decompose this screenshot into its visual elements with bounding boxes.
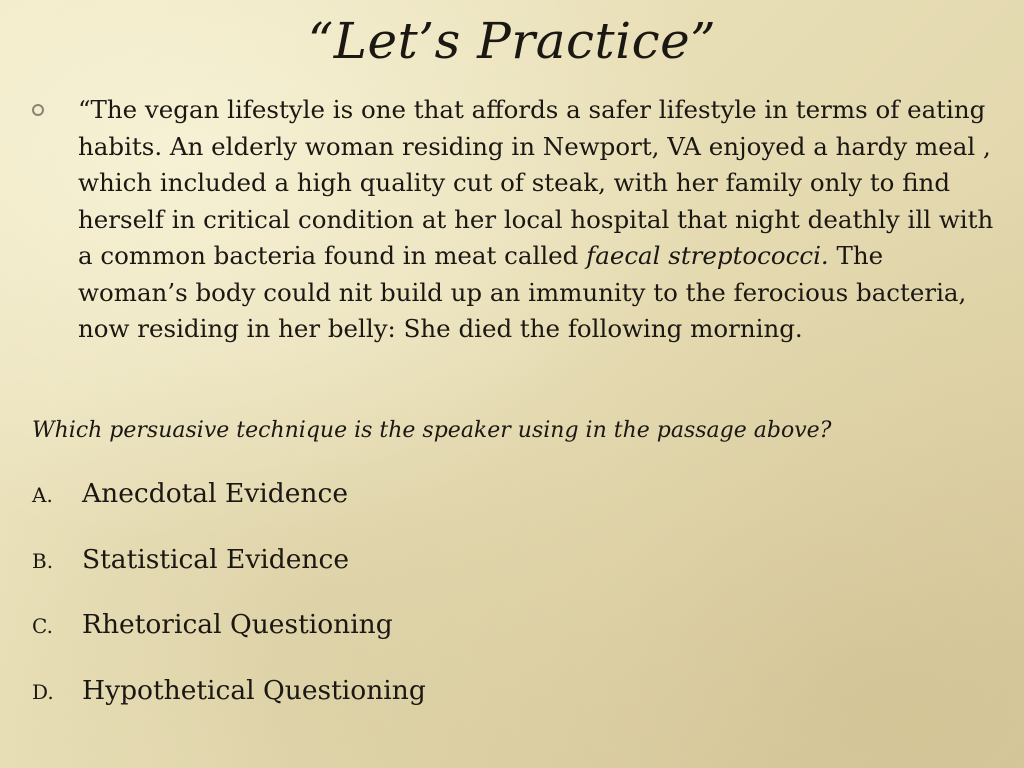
- passage-block: [32, 92, 1004, 348]
- option-text: Hypothetical Questioning: [82, 674, 426, 706]
- option-text: Rhetorical Questioning: [82, 609, 393, 640]
- option-text: Anecdotal Evidence: [82, 478, 349, 509]
- option-letter: D.: [32, 679, 54, 704]
- passage-text: [78, 92, 998, 348]
- answer-options-list: [32, 478, 426, 740]
- passage-italic-term: faecal streptococci.: [586, 241, 829, 270]
- answer-option-b: [32, 544, 426, 610]
- answer-option-c: [32, 609, 426, 675]
- passage-part-2: The woman’s body could nit build up an immunity to the ferocious bacteria, now residing in her belly: She died the following morning.: [78, 241, 967, 343]
- option-text: Statistical Evidence: [82, 543, 350, 575]
- option-letter: A.: [32, 483, 53, 507]
- question-text: Which persuasive technique is the speaker using in the passage above?: [32, 418, 832, 443]
- bullet-circle-icon: [32, 104, 44, 116]
- option-letter: B.: [32, 548, 54, 573]
- answer-option-d: [32, 675, 426, 741]
- slide-title: “Let’s Practice”: [307, 12, 717, 70]
- answer-option-a: [32, 478, 426, 544]
- option-letter: C.: [32, 614, 53, 638]
- passage-part-1: “The vegan lifestyle is one that affords a safer lifestyle in terms of eating habits. An elderly woman residing in Newport, VA enjoyed a hardy meal , which included a high quality cut of steak, with her family only to find herself in critical condition at her local hospital that night deathly ill with a common bacteria found in meat called: [78, 95, 994, 270]
